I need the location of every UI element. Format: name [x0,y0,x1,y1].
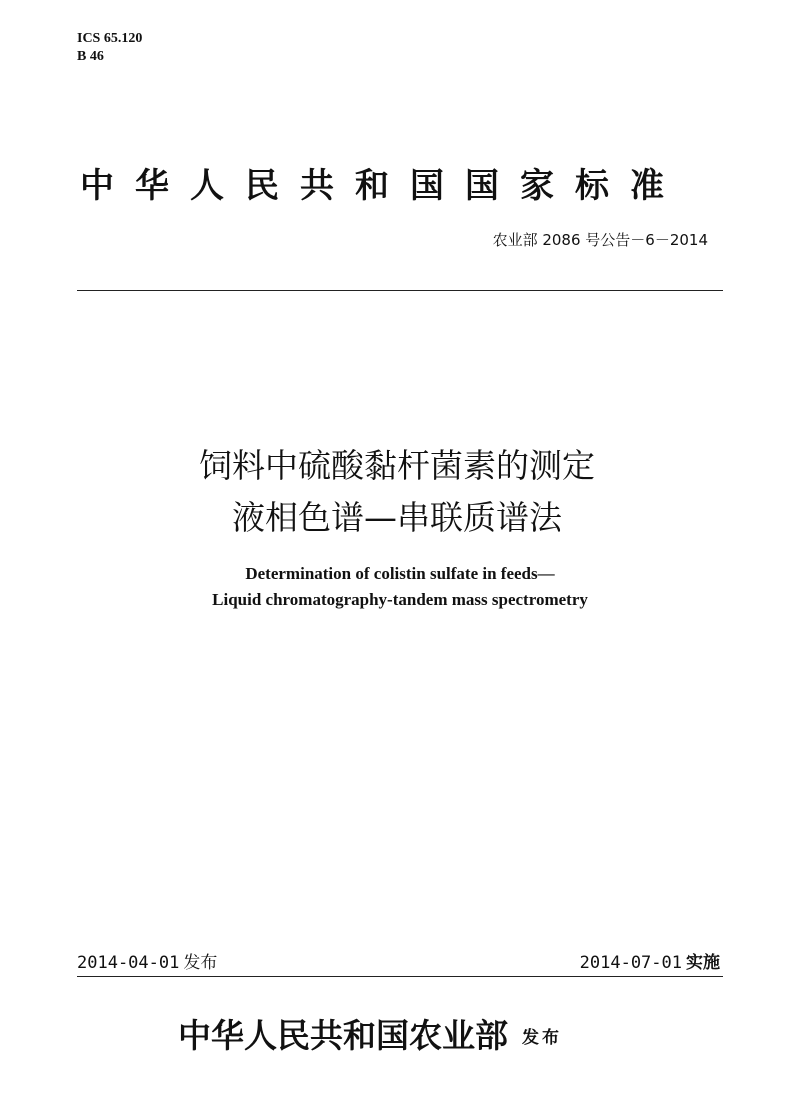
publisher-name: 中华人民共和国农业部 [178,1016,508,1055]
issue-label: 发布 [183,953,218,973]
classification-block [77,30,142,66]
implementation-date: 2014-07-01 [579,953,682,973]
implementation-date-block [580,948,720,973]
implementation-label: 实施 [686,953,720,973]
english-title-line-1: Determination of colistin sulfate in feeds— [245,564,555,583]
ics-code: ICS 65.120 [77,31,143,46]
standard-number: 农业部 2086 号公告－6－2014 [492,231,708,249]
issue-date: 2014-04-01 [77,953,180,973]
english-title-line-2: Liquid chromatography-tandem mass spectrometry [212,590,588,609]
national-standard-title: 中华人民共和国国家标准 [80,166,685,206]
chinese-title-line-2: 液相色谱—串联质谱法 [232,498,562,537]
category-code: B 46 [77,49,104,64]
publisher-label: 发布 [522,1028,562,1048]
top-divider [77,290,723,291]
publisher-block [178,1010,562,1057]
bottom-divider [77,976,723,977]
chinese-title-line-1: 饲料中硫酸黏杆菌素的测定 [199,446,595,485]
issue-date-block [77,948,217,973]
